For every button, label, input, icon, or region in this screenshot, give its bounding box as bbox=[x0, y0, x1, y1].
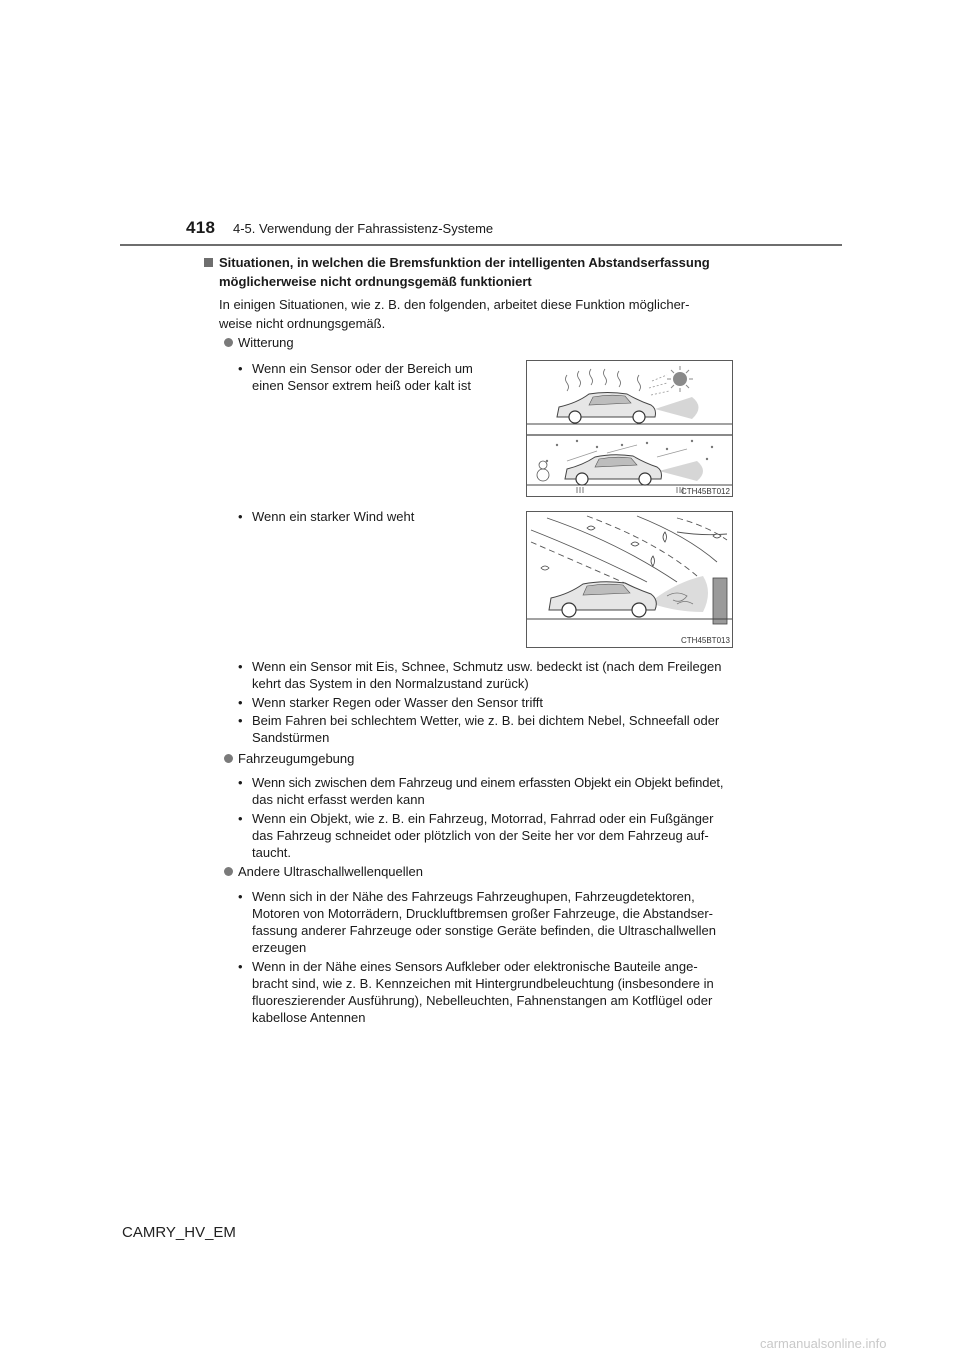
strong-wind-illustration bbox=[527, 512, 732, 647]
bullet-dot: • bbox=[238, 361, 243, 376]
square-bullet-icon bbox=[204, 258, 213, 267]
bullet-dot: • bbox=[238, 509, 243, 524]
weather-item1-line2: einen Sensor extrem heiß oder kalt ist bbox=[252, 378, 471, 393]
ultrasonic-item2-line3: fluoreszierender Ausführung), Nebelleuchten, Fahnenstangen am Kotflügel oder bbox=[252, 993, 713, 1008]
bullet-dot: • bbox=[238, 659, 243, 674]
surroundings-item2-line2: das Fahrzeug schneidet oder plötzlich von der Seite her vor dem Fahrzeug auf- bbox=[252, 828, 709, 843]
surroundings-item1-line2: das nicht erfasst werden kann bbox=[252, 792, 425, 807]
footer-model-code: CAMRY_HV_EM bbox=[122, 1224, 236, 1241]
ultrasonic-item1-line3: fassung anderer Fahrzeuge oder sonstige Geräte befinden, die Ultraschallwellen bbox=[252, 923, 716, 938]
intro-line1: In einigen Situationen, wie z. B. den folgenden, arbeitet diese Funktion möglicher- bbox=[219, 297, 690, 312]
surroundings-label: Fahrzeugumgebung bbox=[238, 751, 355, 766]
page-number: 418 bbox=[186, 218, 216, 237]
surroundings-item2-line3: taucht. bbox=[252, 845, 292, 860]
ultrasonic-item2-line2: bracht sind, wie z. B. Kennzeichen mit Hintergrundbeleuchtung (insbesondere in bbox=[252, 976, 714, 991]
weather-item1-line1: Wenn ein Sensor oder der Bereich um bbox=[252, 361, 473, 376]
weather-item5-line2: Sandstürmen bbox=[252, 730, 330, 745]
car bbox=[549, 582, 656, 617]
surroundings-item1-line1: Wenn sich zwischen dem Fahrzeug und einem erfassten Objekt ein Objekt befindet, bbox=[252, 775, 724, 790]
figure2-code: CTH45BT013 bbox=[681, 636, 730, 645]
ultrasonic-item1-line1: Wenn sich in der Nähe des Fahrzeugs Fahrzeughupen, Fahrzeugdetektoren, bbox=[252, 889, 695, 904]
circle-bullet-icon bbox=[224, 338, 233, 347]
intro-line2: weise nicht ordnungsgemäß. bbox=[219, 316, 386, 331]
weather-label: Witterung bbox=[238, 335, 294, 350]
weather-item3-line2: kehrt das System in den Normalzustand zurück) bbox=[252, 676, 529, 691]
bullet-dot: • bbox=[238, 713, 243, 728]
ultrasonic-label: Andere Ultraschallwellenquellen bbox=[238, 864, 423, 879]
car-bottom bbox=[565, 455, 662, 485]
circle-bullet-icon bbox=[224, 754, 233, 763]
ultrasonic-item2-line4: kabellose Antennen bbox=[252, 1010, 366, 1025]
bullet-dot: • bbox=[238, 959, 243, 974]
header-divider bbox=[120, 244, 842, 246]
ultrasonic-item1-line2: Motoren von Motorrädern, Druckluftbremsen großer Fahrzeuge, die Abstandser- bbox=[252, 906, 713, 921]
figure1-code: CTH45BT012 bbox=[681, 487, 730, 496]
weather-item4: Wenn starker Regen oder Wasser den Sensor trifft bbox=[252, 695, 543, 710]
heat-cold-illustration bbox=[527, 361, 732, 496]
ultrasonic-item2-line1: Wenn in der Nähe eines Sensors Aufkleber oder elektronische Bauteile ange- bbox=[252, 959, 698, 974]
section-heading-line1: Situationen, in welchen die Bremsfunktion der intelligenten Abstandserfassung bbox=[219, 255, 710, 270]
sun-icon bbox=[673, 372, 687, 386]
figure-heat-cold-illustration bbox=[526, 360, 733, 497]
bullet-dot: • bbox=[238, 695, 243, 710]
ultrasonic-item1-line4: erzeugen bbox=[252, 940, 307, 955]
bullet-dot: • bbox=[238, 889, 243, 904]
section-title: 4-5. Verwendung der Fahrassistenz-Systeme bbox=[233, 221, 494, 236]
bullet-dot: • bbox=[238, 811, 243, 826]
figure-strong-wind-illustration bbox=[526, 511, 733, 648]
watermark: carmanualsonline.info bbox=[760, 1336, 887, 1351]
weather-item2: Wenn ein starker Wind weht bbox=[252, 509, 415, 524]
surroundings-item2-line1: Wenn ein Objekt, wie z. B. ein Fahrzeug, Motorrad, Fahrrad oder ein Fußgänger bbox=[252, 811, 714, 826]
weather-item3-line1: Wenn ein Sensor mit Eis, Schnee, Schmutz usw. bedeckt ist (nach dem Freilegen bbox=[252, 659, 722, 674]
circle-bullet-icon bbox=[224, 867, 233, 876]
car-top bbox=[557, 393, 656, 424]
section-heading-line2: möglicherweise nicht ordnungsgemäß funktioniert bbox=[219, 274, 532, 289]
weather-item5-line1: Beim Fahren bei schlechtem Wetter, wie z. B. bei dichtem Nebel, Schneefall oder bbox=[252, 713, 720, 728]
bullet-dot: • bbox=[238, 775, 243, 790]
wall bbox=[713, 578, 727, 624]
